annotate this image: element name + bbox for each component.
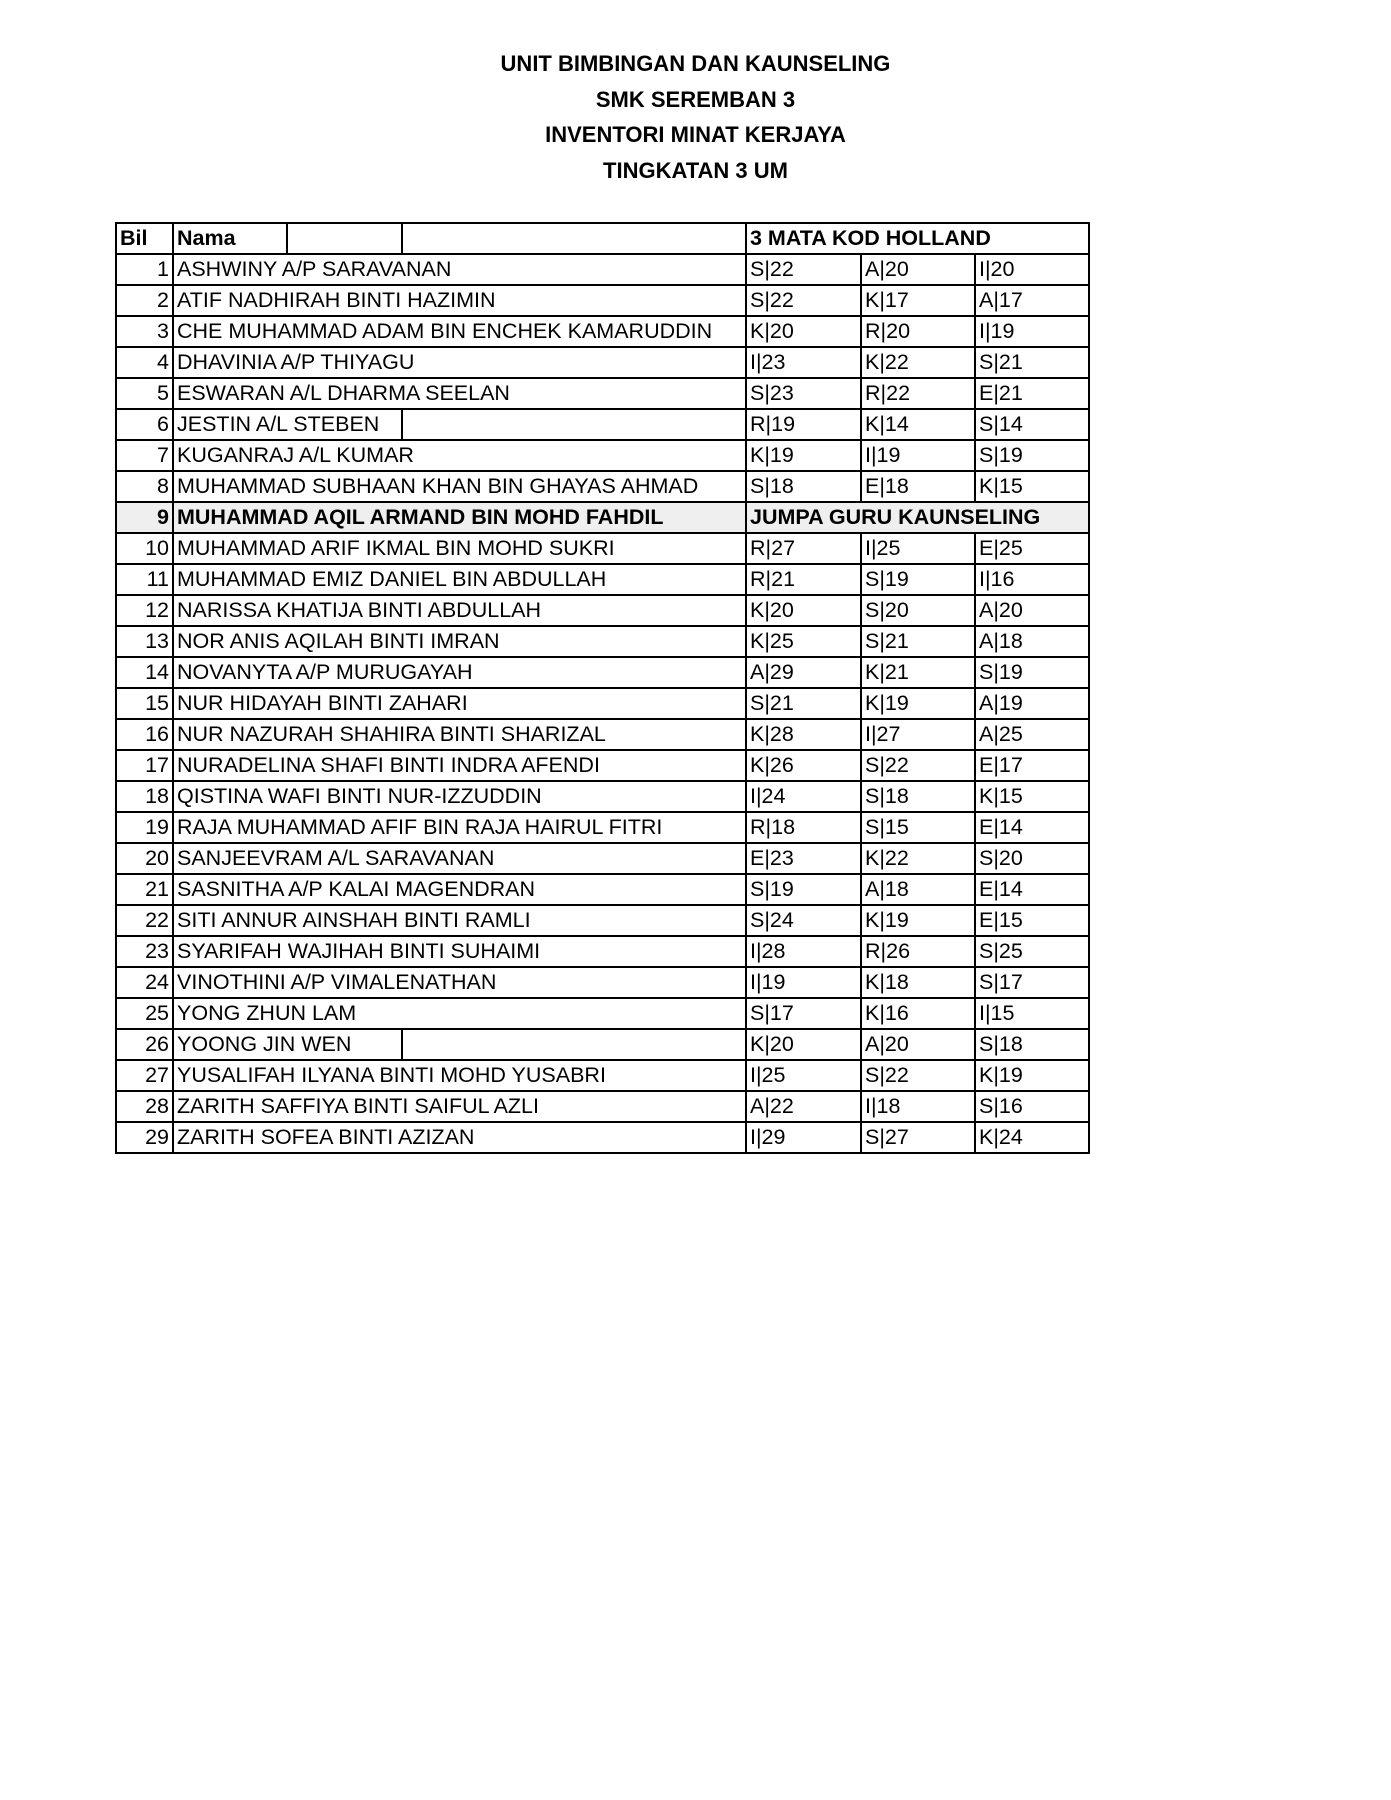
holland-code-3: E|14: [975, 812, 1089, 843]
row-number: 7: [116, 440, 173, 471]
holland-code-1: S|19: [746, 874, 861, 905]
holland-code-3: E|25: [975, 533, 1089, 564]
row-number: 3: [116, 316, 173, 347]
table-row: [116, 750, 1089, 781]
table-row: [116, 502, 1089, 533]
student-name: JESTIN A/L STEBEN: [173, 409, 402, 440]
holland-code-1: R|21: [746, 564, 861, 595]
holland-code-1: A|22: [746, 1091, 861, 1122]
holland-code-1: K|26: [746, 750, 861, 781]
counselor-note: JUMPA GURU KAUNSELING: [746, 502, 1089, 533]
holland-code-3: I|19: [975, 316, 1089, 347]
student-name: QISTINA WAFI BINTI NUR-IZZUDDIN: [173, 781, 746, 812]
student-name: YONG ZHUN LAM: [173, 998, 746, 1029]
holland-code-2: K|19: [861, 905, 975, 936]
header-holland: 3 MATA KOD HOLLAND: [746, 223, 1089, 254]
student-name: MUHAMMAD AQIL ARMAND BIN MOHD FAHDIL: [173, 502, 746, 533]
row-number: 12: [116, 595, 173, 626]
holland-code-2: A|20: [861, 254, 975, 285]
holland-code-3: K|15: [975, 781, 1089, 812]
student-name: RAJA MUHAMMAD AFIF BIN RAJA HAIRUL FITRI: [173, 812, 746, 843]
student-name: YUSALIFAH ILYANA BINTI MOHD YUSABRI: [173, 1060, 746, 1091]
holland-code-1: S|23: [746, 378, 861, 409]
holland-code-1: I|23: [746, 347, 861, 378]
holland-code-2: S|19: [861, 564, 975, 595]
table-row: [116, 378, 1089, 409]
holland-code-3: S|20: [975, 843, 1089, 874]
holland-code-2: K|22: [861, 843, 975, 874]
holland-code-2: R|22: [861, 378, 975, 409]
student-name: MUHAMMAD EMIZ DANIEL BIN ABDULLAH: [173, 564, 746, 595]
student-name: ESWARAN A/L DHARMA SEELAN: [173, 378, 746, 409]
row-number: 15: [116, 688, 173, 719]
holland-code-2: I|19: [861, 440, 975, 471]
holland-code-1: I|28: [746, 936, 861, 967]
holland-code-3: E|14: [975, 874, 1089, 905]
student-name: SITI ANNUR AINSHAH BINTI RAMLI: [173, 905, 746, 936]
row-number: 13: [116, 626, 173, 657]
holland-code-2: S|20: [861, 595, 975, 626]
holland-code-2: I|27: [861, 719, 975, 750]
holland-code-3: I|16: [975, 564, 1089, 595]
holland-code-1: R|18: [746, 812, 861, 843]
table-row: [116, 471, 1089, 502]
holland-code-3: S|17: [975, 967, 1089, 998]
student-name: SANJEEVRAM A/L SARAVANAN: [173, 843, 746, 874]
holland-code-1: A|29: [746, 657, 861, 688]
row-number: 28: [116, 1091, 173, 1122]
table-row: [116, 347, 1089, 378]
holland-code-1: I|19: [746, 967, 861, 998]
row-number: 19: [116, 812, 173, 843]
holland-code-1: S|24: [746, 905, 861, 936]
table-row: [116, 1122, 1089, 1153]
holland-code-3: E|17: [975, 750, 1089, 781]
row-number: 5: [116, 378, 173, 409]
school-name: SMK SEREMBAN 3: [595, 86, 796, 112]
holland-code-2: I|25: [861, 533, 975, 564]
table-row: [116, 409, 1089, 440]
holland-code-2: I|18: [861, 1091, 975, 1122]
student-name: MUHAMMAD SUBHAAN KHAN BIN GHAYAS AHMAD: [173, 471, 746, 502]
table-row: [116, 936, 1089, 967]
student-name: SASNITHA A/P KALAI MAGENDRAN: [173, 874, 746, 905]
row-number: 8: [116, 471, 173, 502]
student-name: VINOTHINI A/P VIMALENATHAN: [173, 967, 746, 998]
holland-code-3: S|19: [975, 440, 1089, 471]
student-name: NOR ANIS AQILAH BINTI IMRAN: [173, 626, 746, 657]
row-number: 21: [116, 874, 173, 905]
holland-code-1: S|22: [746, 285, 861, 316]
holland-code-2: E|18: [861, 471, 975, 502]
holland-code-1: K|25: [746, 626, 861, 657]
header-bil: Bil: [116, 223, 173, 254]
document-header: [0, 46, 1391, 188]
unit-title: UNIT BIMBINGAN DAN KAUNSELING: [500, 51, 891, 76]
holland-code-2: S|18: [861, 781, 975, 812]
inventory-title: INVENTORI MINAT KERJAYA: [545, 122, 846, 147]
holland-code-1: I|24: [746, 781, 861, 812]
holland-code-1: S|22: [746, 254, 861, 285]
row-number: 1: [116, 254, 173, 285]
holland-code-3: I|20: [975, 254, 1089, 285]
table-row: [116, 843, 1089, 874]
holland-code-2: S|27: [861, 1122, 975, 1153]
holland-code-2: R|20: [861, 316, 975, 347]
holland-code-2: K|14: [861, 409, 975, 440]
table-row: [116, 905, 1089, 936]
holland-code-3: S|14: [975, 409, 1089, 440]
student-name: NURADELINA SHAFI BINTI INDRA AFENDI: [173, 750, 746, 781]
holland-code-2: K|21: [861, 657, 975, 688]
row-number: 26: [116, 1029, 173, 1060]
holland-code-1: S|21: [746, 688, 861, 719]
holland-code-2: S|22: [861, 750, 975, 781]
holland-code-2: S|22: [861, 1060, 975, 1091]
table-row: [116, 316, 1089, 347]
holland-code-2: A|18: [861, 874, 975, 905]
holland-code-1: K|28: [746, 719, 861, 750]
holland-code-1: I|25: [746, 1060, 861, 1091]
row-number: 29: [116, 1122, 173, 1153]
holland-code-1: K|20: [746, 595, 861, 626]
row-number: 22: [116, 905, 173, 936]
table-row: [116, 533, 1089, 564]
row-number: 20: [116, 843, 173, 874]
row-number: 17: [116, 750, 173, 781]
header-nama: Nama: [173, 223, 287, 254]
holland-code-2: R|26: [861, 936, 975, 967]
row-number: 18: [116, 781, 173, 812]
holland-code-2: K|18: [861, 967, 975, 998]
table-row: [116, 564, 1089, 595]
holland-code-1: S|17: [746, 998, 861, 1029]
table-row: [116, 1029, 1089, 1060]
row-number: 25: [116, 998, 173, 1029]
holland-code-3: A|17: [975, 285, 1089, 316]
row-number: 9: [116, 502, 173, 533]
student-name: SYARIFAH WAJIHAH BINTI SUHAIMI: [173, 936, 746, 967]
student-name: MUHAMMAD ARIF IKMAL BIN MOHD SUKRI: [173, 533, 746, 564]
holland-code-1: S|18: [746, 471, 861, 502]
empty-cell: [402, 1029, 746, 1060]
table-header-row: [116, 223, 1089, 254]
holland-code-3: S|21: [975, 347, 1089, 378]
row-number: 11: [116, 564, 173, 595]
student-name: NUR HIDAYAH BINTI ZAHARI: [173, 688, 746, 719]
holland-code-1: E|23: [746, 843, 861, 874]
holland-code-2: K|17: [861, 285, 975, 316]
row-number: 24: [116, 967, 173, 998]
student-name: NOVANYTA A/P MURUGAYAH: [173, 657, 746, 688]
holland-code-1: K|19: [746, 440, 861, 471]
row-number: 10: [116, 533, 173, 564]
table-row: [116, 657, 1089, 688]
table-row: [116, 285, 1089, 316]
table-row: [116, 719, 1089, 750]
holland-code-3: K|15: [975, 471, 1089, 502]
row-number: 6: [116, 409, 173, 440]
row-number: 4: [116, 347, 173, 378]
holland-code-3: A|20: [975, 595, 1089, 626]
holland-code-2: S|15: [861, 812, 975, 843]
holland-code-3: A|18: [975, 626, 1089, 657]
table-row: [116, 688, 1089, 719]
holland-code-2: A|20: [861, 1029, 975, 1060]
table-row: [116, 1091, 1089, 1122]
holland-code-1: R|27: [746, 533, 861, 564]
holland-code-3: E|15: [975, 905, 1089, 936]
table-row: [116, 595, 1089, 626]
table-row: [116, 967, 1089, 998]
row-number: 16: [116, 719, 173, 750]
student-name: DHAVINIA A/P THIYAGU: [173, 347, 746, 378]
holland-code-3: A|25: [975, 719, 1089, 750]
holland-code-1: K|20: [746, 316, 861, 347]
student-name: ZARITH SAFFIYA BINTI SAIFUL AZLI: [173, 1091, 746, 1122]
student-name: ATIF NADHIRAH BINTI HAZIMIN: [173, 285, 746, 316]
row-number: 23: [116, 936, 173, 967]
table-row: [116, 812, 1089, 843]
holland-code-3: S|25: [975, 936, 1089, 967]
student-name: KUGANRAJ A/L KUMAR: [173, 440, 746, 471]
table-row: [116, 998, 1089, 1029]
row-number: 14: [116, 657, 173, 688]
empty-cell: [402, 409, 746, 440]
table-row: [116, 781, 1089, 812]
holland-code-1: K|20: [746, 1029, 861, 1060]
student-name: YOONG JIN WEN: [173, 1029, 402, 1060]
holland-code-2: K|19: [861, 688, 975, 719]
holland-code-3: S|19: [975, 657, 1089, 688]
holland-code-1: R|19: [746, 409, 861, 440]
row-number: 27: [116, 1060, 173, 1091]
table-row: [116, 254, 1089, 285]
holland-code-2: K|22: [861, 347, 975, 378]
holland-code-3: K|24: [975, 1122, 1089, 1153]
header-empty-cell: [402, 223, 746, 254]
holland-code-3: E|21: [975, 378, 1089, 409]
row-number: 2: [116, 285, 173, 316]
student-name: ASHWINY A/P SARAVANAN: [173, 254, 746, 285]
header-empty-cell: [287, 223, 402, 254]
student-name: ZARITH SOFEA BINTI AZIZAN: [173, 1122, 746, 1153]
holland-code-1: I|29: [746, 1122, 861, 1153]
table-row: [116, 440, 1089, 471]
holland-code-3: A|19: [975, 688, 1089, 719]
holland-code-3: S|16: [975, 1091, 1089, 1122]
holland-code-3: S|18: [975, 1029, 1089, 1060]
table-row: [116, 626, 1089, 657]
class-name: TINGKATAN 3 UM: [603, 157, 788, 183]
holland-code-2: K|16: [861, 998, 975, 1029]
holland-code-3: I|15: [975, 998, 1089, 1029]
student-name: NUR NAZURAH SHAHIRA BINTI SHARIZAL: [173, 719, 746, 750]
holland-code-2: S|21: [861, 626, 975, 657]
student-name: CHE MUHAMMAD ADAM BIN ENCHEK KAMARUDDIN: [173, 316, 746, 347]
holland-code-3: K|19: [975, 1060, 1089, 1091]
student-table: [115, 222, 1090, 1154]
student-name: NARISSA KHATIJA BINTI ABDULLAH: [173, 595, 746, 626]
table-row: [116, 1060, 1089, 1091]
table-row: [116, 874, 1089, 905]
